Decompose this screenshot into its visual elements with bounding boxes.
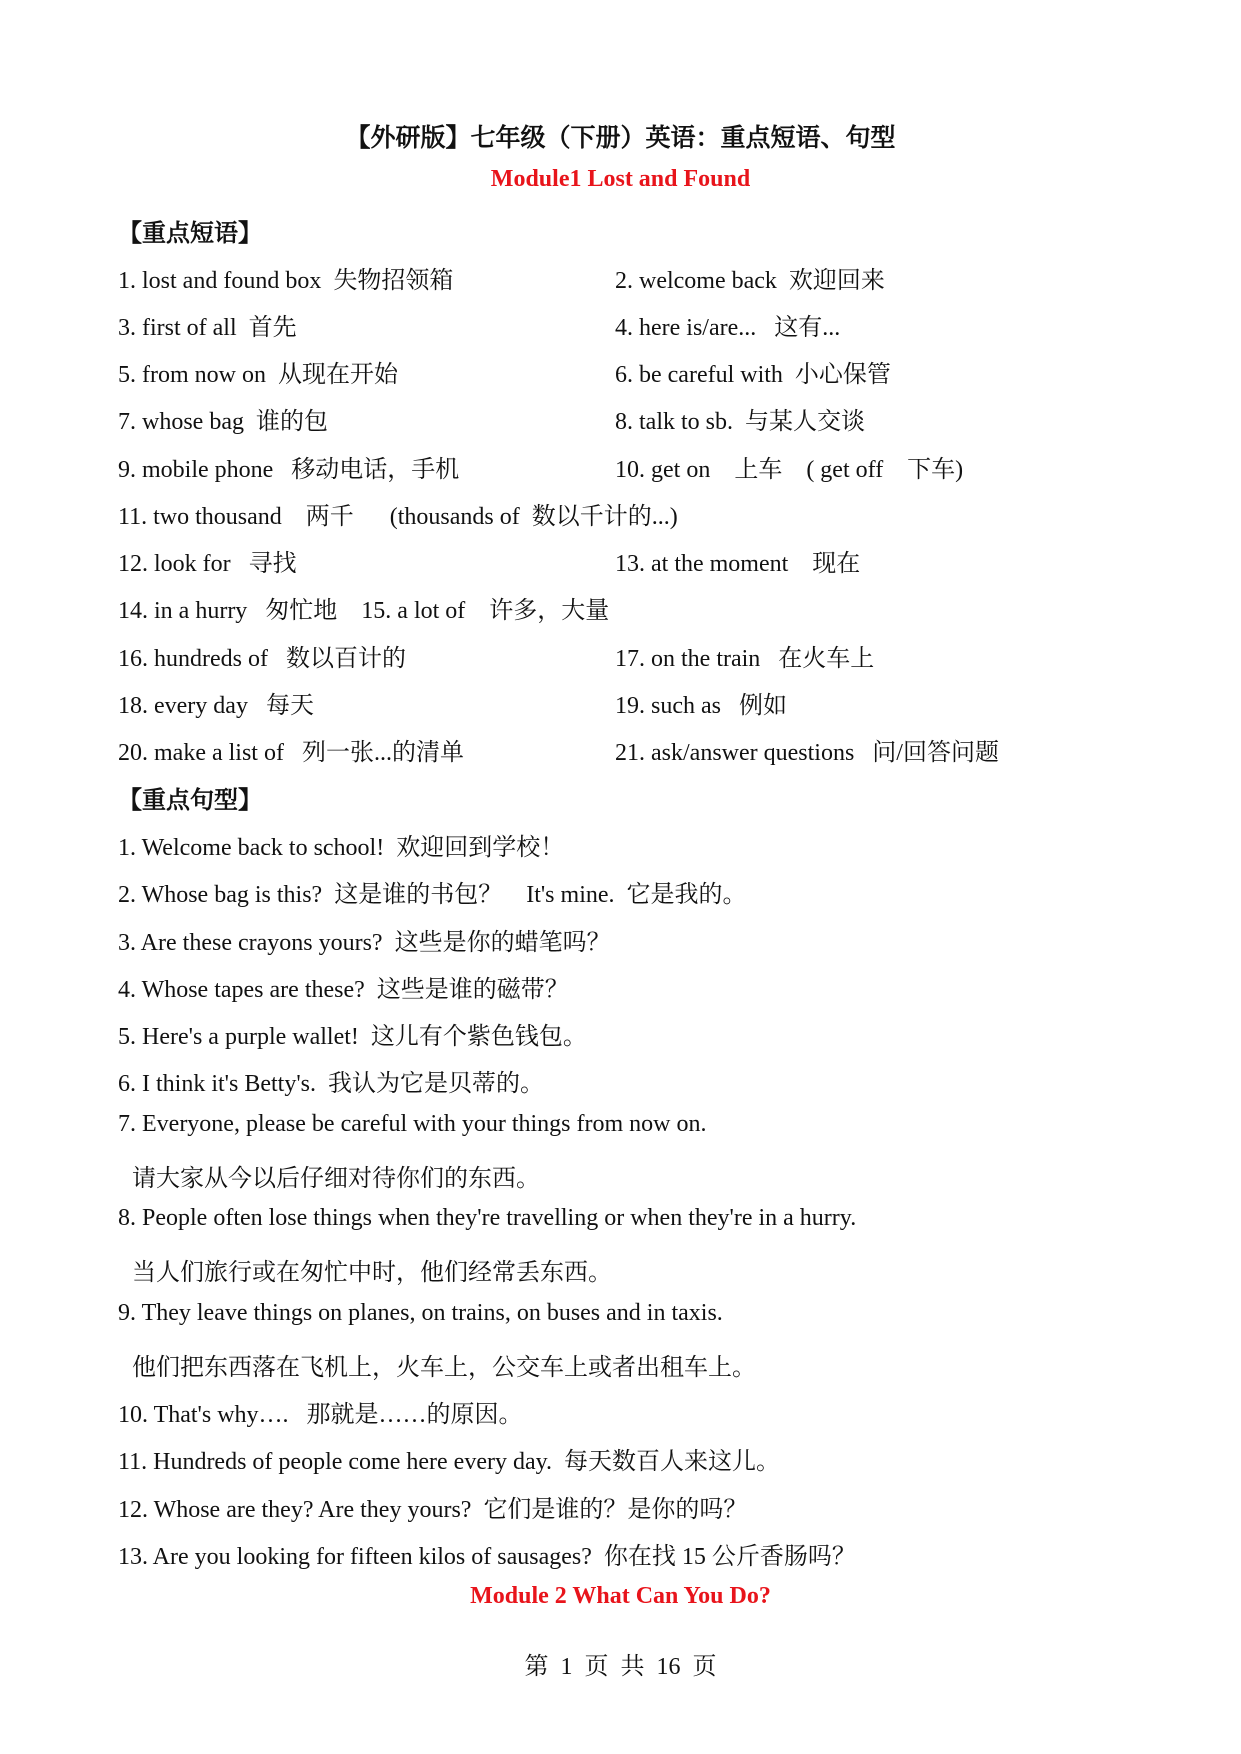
phrase-item: 21. ask/answer questions 问/回答问题: [615, 740, 999, 766]
module2-title: Module 2 What Can You Do?: [470, 1583, 771, 1609]
sentence-line: 10. That's why…. 那就是……的原因。: [118, 1402, 523, 1428]
phrase-item: 2. welcome back 欢迎回来: [615, 268, 885, 294]
page-title: 【外研版】七年级（下册）英语：重点短语、句型: [345, 125, 896, 152]
page-footer: 第 1 页 共 16 页: [524, 1654, 717, 1680]
phrases-heading: 【重点短语】: [118, 221, 262, 247]
sentence-line: 12. Whose are they? Are they yours? 它们是谁的？是你的吗？: [118, 1497, 748, 1523]
sentence-line: 6. I think it's Betty's. 我认为它是贝蒂的。: [118, 1071, 544, 1097]
module1-title: Module1 Lost and Found: [490, 166, 751, 192]
sentence-line: 3. Are these crayons yours? 这些是你的蜡笔吗？: [118, 930, 611, 956]
sentence-line: 7. Everyone, please be careful with your things from now on.: [118, 1111, 707, 1137]
phrase-item: 9. mobile phone 移动电话，手机: [118, 457, 460, 483]
sentence-translation: 当人们旅行或在匆忙中时，他们经常丢东西。: [132, 1260, 612, 1286]
sentence-line: 9. They leave things on planes, on trains, on buses and in taxis.: [118, 1300, 723, 1326]
phrase-item: 3. first of all 首先: [118, 315, 297, 341]
phrase-item: 11. two thousand 两千 (thousands of 数以千计的...): [118, 504, 678, 530]
phrase-item: 10. get on 上车 ( get off 下车): [615, 457, 964, 483]
sentence-translation: 请大家从今以后仔细对待你们的东西。: [132, 1166, 540, 1192]
phrase-item: 7. whose bag 谁的包: [118, 409, 328, 435]
phrase-item: 18. every day 每天: [118, 693, 314, 719]
sentence-line: 2. Whose bag is this? 这是谁的书包？ It's mine. 它是我的。: [118, 882, 747, 908]
sentence-line: 4. Whose tapes are these? 这些是谁的磁带？: [118, 977, 569, 1003]
phrase-item: 20. make a list of 列一张...的清单: [118, 740, 464, 766]
phrase-item: 4. here is/are... 这有...: [615, 315, 841, 341]
phrase-item: 1. lost and found box 失物招领箱: [118, 268, 454, 294]
phrase-item: 12. look for 寻找: [118, 551, 297, 577]
phrase-item: 17. on the train 在火车上: [615, 646, 875, 672]
sentences-heading: 【重点句型】: [118, 788, 262, 814]
sentence-line: 11. Hundreds of people come here every day. 每天数百人来这儿。: [118, 1449, 781, 1475]
phrase-item: 8. talk to sb. 与某人交谈: [615, 409, 865, 435]
sentence-line: 8. People often lose things when they're travelling or when they're in a hurry.: [118, 1205, 857, 1231]
phrase-item: 13. at the moment 现在: [615, 551, 861, 577]
phrase-item: 5. from now on 从现在开始: [118, 362, 398, 388]
sentence-translation: 他们把东西落在飞机上，火车上，公交车上或者出租车上。: [132, 1355, 756, 1381]
sentence-line: 13. Are you looking for fifteen kilos of sausages? 你在找 15 公斤香肠吗？: [118, 1544, 856, 1570]
phrase-item: 6. be careful with 小心保管: [615, 362, 891, 388]
phrase-item: 14. in a hurry 匆忙地 15. a lot of 许多，大量: [118, 598, 610, 624]
phrase-item: 16. hundreds of 数以百计的: [118, 646, 406, 672]
sentence-line: 5. Here's a purple wallet! 这儿有个紫色钱包。: [118, 1024, 587, 1050]
sentence-line: 1. Welcome back to school! 欢迎回到学校！: [118, 835, 565, 861]
phrase-item: 19. such as 例如: [615, 693, 787, 719]
